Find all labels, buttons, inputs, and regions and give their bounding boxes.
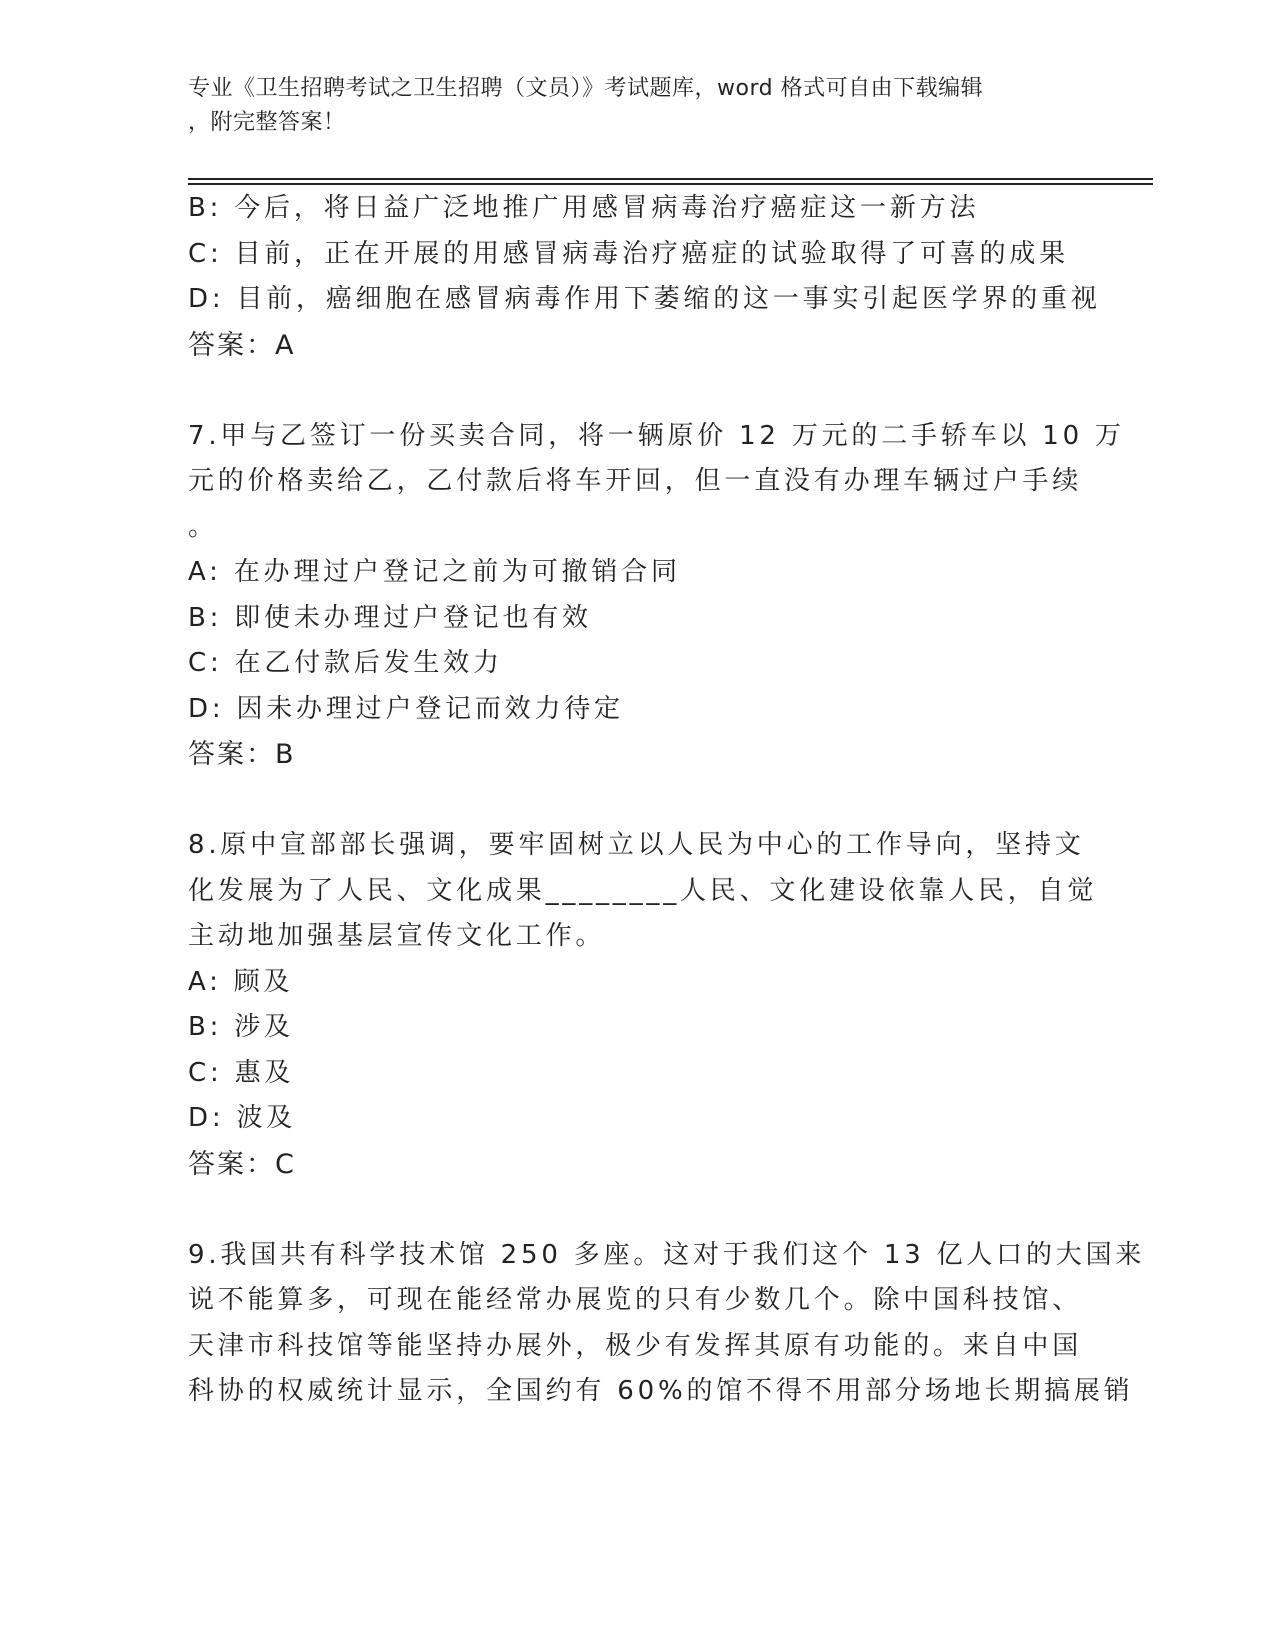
question-stem-line: 元的价格卖给乙，乙付款后将车开回，但一直没有办理车辆过户手续 [188, 466, 1083, 496]
question-stem-line: 9.我国共有科学技术馆 250 多座。这对于我们这个 13 亿人口的大国来 [188, 1239, 1146, 1270]
answer-line: 答案：A [188, 329, 296, 361]
option-c: C: 目前，正在开展的用感冒病毒治疗癌症的试验取得了可喜的成果 [188, 238, 1069, 269]
document-header [188, 72, 1088, 140]
option-d: D: 波及 [188, 1103, 297, 1133]
question-8 [188, 823, 1098, 1187]
header-divider-top [188, 178, 1153, 180]
option-a: A: 顾及 [188, 966, 294, 997]
question-stem-line: 。 [188, 511, 218, 542]
question-stem-line: 主动地加强基层宣传文化工作。 [188, 921, 606, 951]
option-c: C: 在乙付款后发生效力 [188, 648, 503, 678]
answer-line: 答案：B [188, 739, 296, 770]
header-line-1: 专业《卫生招聘考试之卫生招聘（文员）》考试题库，word 格式可自由下载编辑 [188, 76, 984, 101]
header-divider-bottom [188, 183, 1153, 185]
option-b: B: 涉及 [188, 1012, 294, 1042]
answer-line: 答案：C [188, 1148, 296, 1180]
option-c: C: 惠及 [188, 1057, 295, 1088]
question-6-tail [188, 186, 1101, 368]
option-b: B: 即使未办理过户登记也有效 [188, 602, 592, 633]
spacer [188, 368, 1088, 414]
question-9 [188, 1233, 1146, 1415]
option-b: B: 今后，将日益广泛地推广用感冒病毒治疗癌症这一新方法 [188, 193, 980, 223]
option-d: D: 因未办理过户登记而效力待定 [188, 693, 624, 724]
question-stem-line: 7.甲与乙签订一份买卖合同，将一辆原价 12 万元的二手轿车以 10 万 [188, 420, 1125, 451]
option-d: D: 目前，癌细胞在感冒病毒作用下萎缩的这一事实引起医学界的重视 [188, 284, 1101, 314]
question-stem-line: 8.原中宣部部长强调，要牢固树立以人民为中心的工作导向，坚持文 [188, 830, 1085, 860]
option-a: A: 在办理过户登记之前为可撤销合同 [188, 557, 681, 587]
spacer [188, 778, 1088, 824]
question-stem-line: 说不能算多，可现在能经常办展览的只有少数几个。除中国科技馆、 [188, 1285, 1083, 1315]
question-stem-line: 科协的权威统计显示，全国约有 60%的馆不得不用部分场地长期搞展销 [188, 1376, 1134, 1406]
header-line-2: ，附完整答案！ [188, 110, 346, 135]
question-content [188, 186, 1146, 1415]
spacer [188, 1187, 1088, 1233]
question-7 [188, 414, 1125, 778]
question-stem-line: 化发展为了人民、文化成果________人民、文化建设依靠人民，自觉 [188, 875, 1098, 906]
question-stem-line: 天津市科技馆等能坚持办展外，极少有发挥其原有功能的。来自中国 [188, 1330, 1083, 1361]
